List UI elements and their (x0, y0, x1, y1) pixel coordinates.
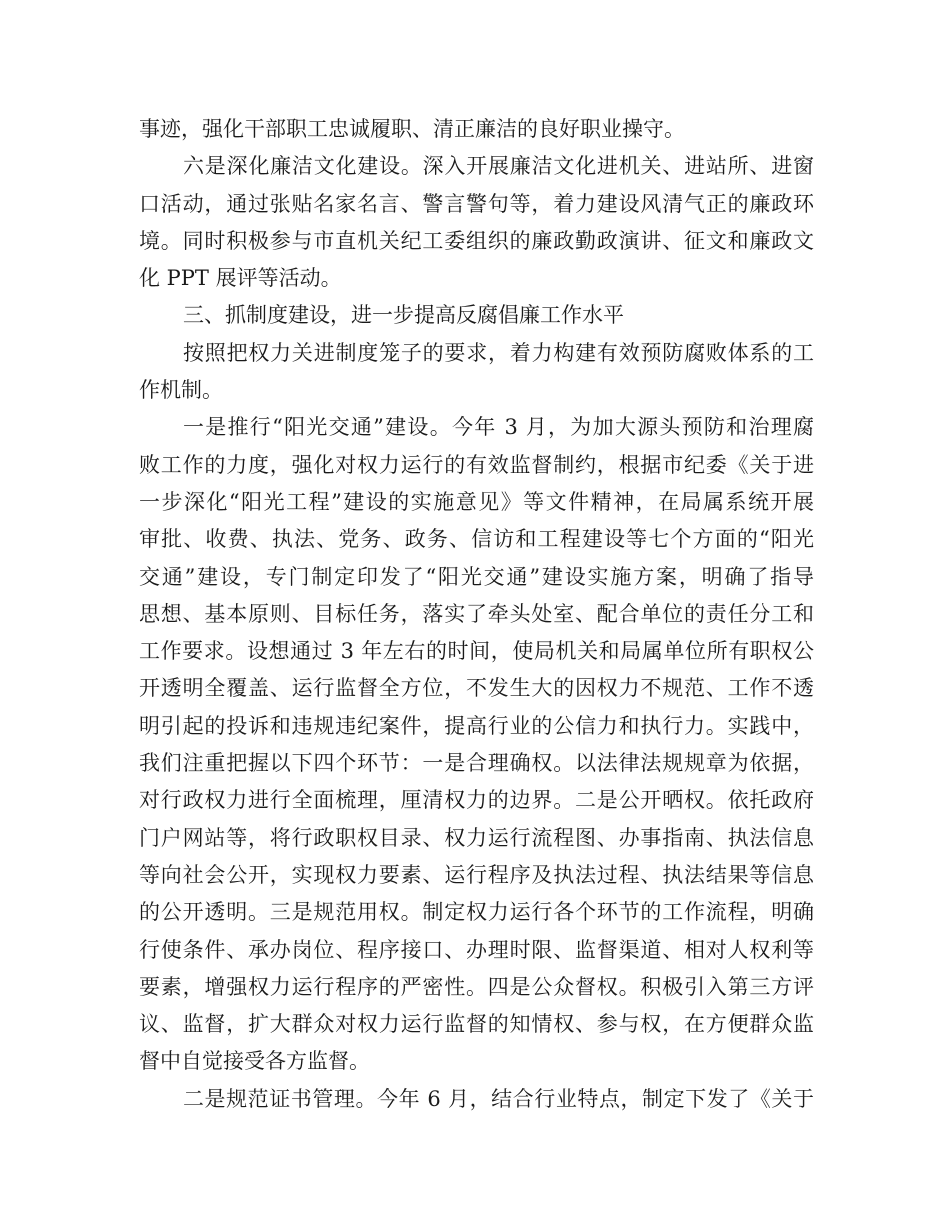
text-line: 审批、收费、执法、党务、政务、信访和工程建设等七个方面的“阳光 (139, 527, 814, 552)
text-line: 要素，增强权力运行程序的严密性。四是公众督权。积极引入第三方评 (139, 974, 814, 999)
text-line: 的公开透明。三是规范用权。制定权力运行各个环节的工作流程，明确 (139, 900, 814, 925)
text-line: 开透明全覆盖、运行监督全方位，不发生大的因权力不规范、工作不透 (139, 676, 814, 701)
text-line: 二是规范证书管理。今年 6 月，结合行业特点，制定下发了《关于 (183, 1086, 814, 1111)
text-line: 行使条件、承办岗位、程序接口、办理时限、监督渠道、相对人权利等 (139, 937, 814, 962)
text-line: 思想、基本原则、目标任务，落实了牵头处室、配合单位的责任分工和 (139, 601, 814, 626)
text-line: 作机制。 (139, 378, 223, 403)
text-line: 明引起的投诉和违规违纪案件，提高行业的公信力和执行力。实践中， (139, 713, 814, 738)
text-line: 一步深化“阳光工程”建设的实施意见》等文件精神，在局属系统开展 (139, 489, 814, 514)
text-line: 一是推行“阳光交通”建设。今年 3 月，为加大源头预防和治理腐 (183, 415, 814, 440)
text-line: 议、监督，扩大群众对权力运行监督的知情权、参与权，在方便群众监 (139, 1012, 814, 1037)
text-line: 化 PPT 展评等活动。 (139, 266, 342, 291)
text-line: 我们注重把握以下四个环节：一是合理确权。以法律法规规章为依据， (139, 751, 814, 776)
text-line: 按照把权力关进制度笼子的要求，着力构建有效预防腐败体系的工 (183, 340, 814, 365)
document-body (139, 111, 814, 1118)
text-line: 等向社会公开，实现权力要素、运行程序及执法过程、执法结果等信息 (139, 862, 814, 887)
text-line: 督中自觉接受各方监督。 (139, 1049, 370, 1074)
text-line: 事迹，强化干部职工忠诚履职、清正廉洁的良好职业操守。 (139, 117, 685, 141)
text-line: 交通”建设，专门制定印发了“阳光交通”建设实施方案，明确了指导 (139, 564, 814, 589)
text-line: 三、抓制度建设，进一步提高反腐倡廉工作水平 (183, 303, 624, 328)
text-line: 对行政权力进行全面梳理，厘清权力的边界。二是公开晒权。依托政府 (139, 788, 814, 813)
text-line: 口活动，通过张贴名家名言、警言警句等，着力建设风清气正的廉政环 (139, 191, 814, 216)
text-line: 六是深化廉洁文化建设。深入开展廉洁文化进机关、进站所、进窗 (183, 154, 814, 179)
text-line: 工作要求。设想通过 3 年左右的时间，使局机关和局属单位所有职权公 (139, 639, 814, 664)
text-line: 败工作的力度，强化对权力运行的有效监督制约，根据市纪委《关于进 (139, 452, 814, 477)
text-line: 境。同时积极参与市直机关纪工委组织的廉政勤政演讲、征文和廉政文 (139, 228, 814, 253)
text-line: 门户网站等，将行政职权目录、权力运行流程图、办事指南、执法信息 (139, 825, 814, 850)
